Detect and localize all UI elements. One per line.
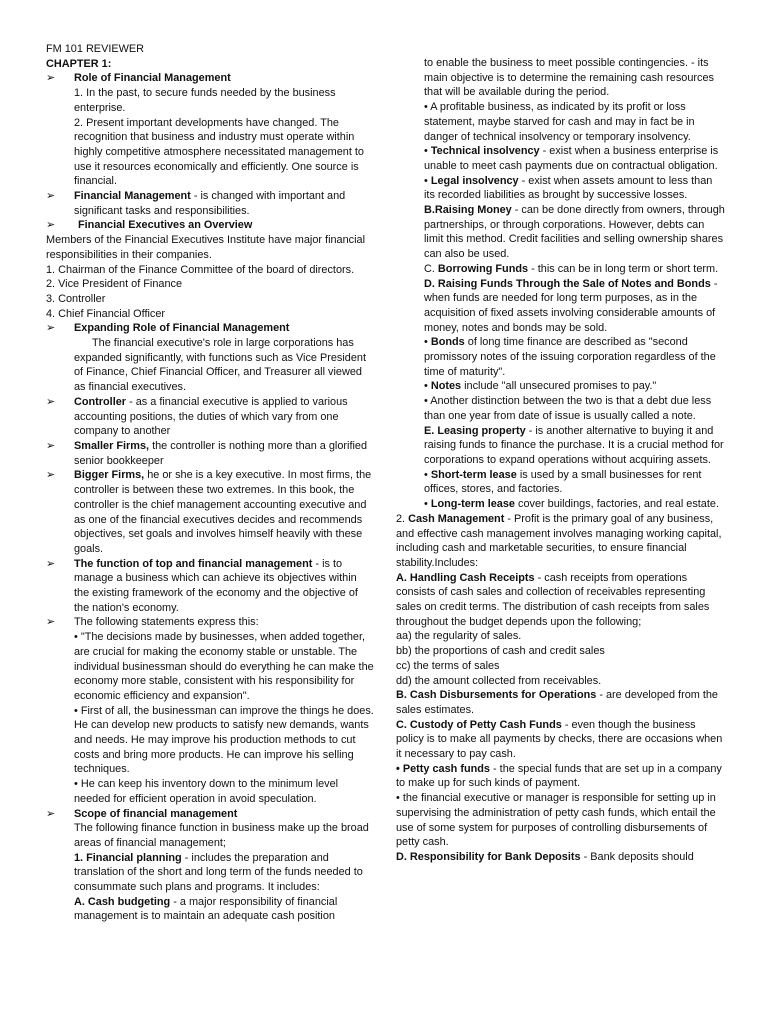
- definition: - exist when assets amount to less than its recorded liabilities as brought by successive losses.: [424, 174, 713, 202]
- bullet-controller: [46, 395, 374, 439]
- paragraph: 1. In the past, to secure funds needed by the business enterprise.: [74, 87, 336, 114]
- definition: - can be done directly from owners, through partnerships, or through corporations. However, debts can limit this method. Credit facilities and selling ownership shares can also be used.: [424, 204, 725, 261]
- paragraph: Members of the Financial Executives Institute have major financial responsibilities in their companies.: [46, 234, 366, 261]
- paragraph: [396, 497, 726, 512]
- bullet-mark: •: [424, 145, 431, 158]
- arrow-bullet-icon: ➢: [46, 439, 56, 452]
- term: B. Cash Disbursements for Operations: [396, 689, 597, 702]
- term: Short-term lease: [430, 468, 517, 481]
- bullet-financial-management: [46, 189, 374, 218]
- definition: - this can be in long term or short term.: [528, 262, 719, 275]
- paragraph: [396, 277, 726, 336]
- definition: cover buildings, factories, and real estate.: [514, 498, 719, 511]
- paragraph: to enable the business to meet possible contingencies. - its main objective is to determine the remaining cash resources that will be available during the period.: [424, 57, 714, 99]
- paragraph: • "The decisions made by businesses, when added together, are crucial for making the economy stable or unstable. The individual businessman should do everything he can make the economy more stable, consistent with his responsibility for economic efficiency and expansion".: [74, 631, 374, 702]
- paragraph: [396, 468, 726, 497]
- paragraph: [46, 851, 374, 895]
- arrow-bullet-icon: ➢: [46, 322, 56, 335]
- paragraph: The following finance function in business make up the broad areas of financial management;: [74, 822, 369, 849]
- term: 1. Financial planning: [74, 851, 182, 864]
- bullet-mark: •: [424, 498, 431, 511]
- list-item: cc) the terms of sales: [396, 659, 500, 672]
- arrow-bullet-icon: ➢: [46, 72, 56, 85]
- paragraph: [396, 379, 726, 394]
- definition: - is to manage a business which can achieve its objectives within the existing framework of the economy and the objective of the nation's economy.: [74, 557, 358, 614]
- paragraph: [396, 424, 726, 468]
- definition: - even though the business policy is to make all payments by checks, there are occasions when it necessary to pay cash.: [396, 718, 723, 761]
- label: C.: [424, 262, 438, 275]
- definition: - the special funds that are set up in a company to make up for such kinds of payment.: [396, 762, 722, 790]
- arrow-bullet-icon: ➢: [46, 469, 56, 482]
- bullet-mark: •: [424, 380, 431, 393]
- term: Bonds: [430, 336, 465, 349]
- bullet-bigger-firms: [46, 468, 374, 556]
- term: Notes: [430, 380, 462, 393]
- arrow-bullet-icon: ➢: [46, 557, 56, 570]
- bullet-expanding-role: [46, 321, 374, 336]
- left-column: [46, 42, 374, 924]
- bullet-smaller-firms: [46, 439, 374, 468]
- definition: - Profit is the primary goal of any business, and effective cash management involves managing working capital, including cash and marketable securities, to ensure financial stability.Includes:: [396, 512, 722, 569]
- paragraph: [396, 850, 726, 865]
- arrow-bullet-icon: ➢: [46, 219, 56, 232]
- bullet-scope: [46, 807, 374, 822]
- term: Borrowing Funds: [437, 262, 529, 275]
- list-item: bb) the proportions of cash and credit sales: [396, 645, 605, 658]
- paragraph: • A profitable business, as indicated by its profit or loss statement, maybe starved for cash and may in fact be in danger of technical insolvency or temporary insolvency.: [424, 101, 695, 143]
- definition: - Bank deposits should: [580, 850, 694, 863]
- term: D. Raising Funds Through the Sale of Notes and Bonds: [424, 277, 711, 290]
- term: Bigger Firms,: [74, 469, 145, 482]
- term: Financial Management: [74, 190, 191, 203]
- paragraph: [396, 718, 726, 762]
- label: 2.: [396, 512, 409, 525]
- definition: of long time finance are described as "second promissory notes of the issuing corporation regardless of the time of maturity".: [424, 336, 716, 378]
- arrow-bullet-icon: ➢: [46, 190, 56, 203]
- paragraph: [396, 512, 726, 571]
- right-column: [396, 56, 726, 865]
- definition: - includes the preparation and translation of the short and long term of the funds needed to consummate such plans and programs. It includes:: [74, 851, 363, 894]
- list-item: dd) the amount collected from receivables.: [396, 674, 602, 687]
- paragraph: [396, 335, 726, 379]
- term: B.Raising Money: [424, 204, 512, 217]
- definition: is used by a small businesses for rent offices, stores, and factories.: [424, 468, 702, 496]
- term: C. Custody of Petty Cash Funds: [396, 718, 562, 731]
- term: Legal insolvency: [430, 174, 519, 187]
- list-item: 2. Vice President of Finance: [46, 278, 183, 291]
- paragraph: 2. Present important developments have changed. The recognition that business and industry must operate within highly competitive atmosphere necessitated management to use it resources economically and efficiently. One source is financial.: [74, 116, 364, 188]
- paragraph: [396, 688, 726, 717]
- paragraph: [46, 895, 374, 924]
- definition: - is another alternative to buying it and raising funds to finance the purchase. It is a crucial method for corporations to expand operations without acquiring assets.: [424, 424, 724, 466]
- bullet-function-top-management: [46, 557, 374, 616]
- bullet-mark: •: [424, 174, 431, 187]
- definition: - when funds are needed for long term purposes, as in the acquisition of fixed assets involving considerable amounts of money, notes and bonds may be sold.: [424, 277, 718, 334]
- arrow-bullet-icon: ➢: [46, 807, 56, 820]
- definition: - a major responsibility of financial management is to maintain an adequate cash position: [74, 895, 338, 923]
- definition: he or she is a key executive. In most firms, the controller is between these two extremes. In this book, the controller is the chief management accounting executive and as one of the financial executives decides and recommends objectives, set goals and involves himself heavily with these goals.: [74, 469, 372, 555]
- heading: Expanding Role of Financial Management: [74, 322, 290, 335]
- term: D. Responsibility for Bank Deposits: [396, 850, 581, 863]
- term: Controller: [74, 395, 127, 408]
- bullet-statements: [46, 615, 374, 630]
- bullet-executives-overview: [46, 218, 374, 233]
- list-item: 1. Chairman of the Finance Committee of the board of directors.: [46, 263, 355, 276]
- heading: The following statements express this:: [74, 616, 259, 629]
- term: • Petty cash funds: [396, 762, 490, 775]
- bullet-mark: •: [424, 468, 431, 481]
- term: Cash Management: [408, 512, 505, 525]
- paragraph: [396, 762, 726, 791]
- bullet-mark: •: [424, 336, 431, 349]
- list-item: 3. Controller: [46, 292, 106, 305]
- heading-role: Role of Financial Management: [74, 72, 231, 85]
- paragraph: [396, 203, 726, 262]
- definition: - exist when a business enterprise is unable to meet cash payments due on contractual obligation.: [424, 145, 719, 172]
- paragraph: • He can keep his inventory down to the minimum level needed for efficient operation in avoid speculation.: [74, 778, 339, 805]
- paragraph: • Another distinction between the two is that a debt due less than one year from date of issue is usually called a note.: [424, 395, 712, 422]
- bullet-role: [46, 71, 374, 86]
- definition: - cash receipts from operations consists of cash sales and collection of receivables representing sales on credit terms. The distribution of cash receipts from sales throughout the budget depends upon the following;: [396, 571, 710, 628]
- term: A. Cash budgeting: [74, 895, 171, 908]
- term: The function of top and financial management: [74, 557, 313, 570]
- doc-title: FM 101 REVIEWER: [46, 43, 145, 55]
- paragraph: The financial executive's role in large corporations has expanded significantly, with functions such as Vice President of Finance, Chief Financial Officer, and Treasurer all viewed as financial executives.: [74, 337, 366, 394]
- paragraph: [396, 262, 726, 277]
- paragraph: [396, 144, 726, 173]
- paragraph: • First of all, the businessman can improve the things he does. He can develop new products to satisfy new demands, wants and needs. He may improve his production methods to cut costs and bring more products. He can improve his selling techniques.: [74, 704, 374, 776]
- term: Smaller Firms,: [74, 439, 150, 452]
- paragraph: [396, 174, 726, 203]
- definition: - as a financial executive is applied to various accounting positions, the duties of which vary from one company to another: [74, 395, 348, 438]
- paragraph: • the financial executive or manager is responsible for setting up in supervising the administration of petty cash funds, which entail the use of some system for purposes of controlling disbursements of petty cash.: [396, 792, 716, 849]
- chapter-heading: CHAPTER 1:: [46, 57, 112, 70]
- arrow-bullet-icon: ➢: [46, 616, 56, 629]
- list-item: aa) the regularity of sales.: [396, 630, 522, 643]
- definition: - is changed with important and significant tasks and responsibilities.: [74, 190, 346, 217]
- arrow-bullet-icon: ➢: [46, 395, 56, 408]
- paragraph: [396, 571, 726, 630]
- heading: Scope of financial management: [74, 807, 238, 820]
- list-item: 4. Chief Financial Officer: [46, 307, 166, 320]
- term: Technical insolvency: [430, 145, 540, 158]
- term: Long-term lease: [430, 498, 515, 511]
- definition: the controller is nothing more than a glorified senior bookkeeper: [74, 439, 367, 467]
- definition: - are developed from the sales estimates.: [396, 689, 718, 716]
- heading: Financial Executives an Overview: [78, 219, 253, 232]
- definition: include "all unsecured promises to pay.": [461, 380, 657, 393]
- term: E. Leasing property: [424, 424, 526, 437]
- term: A. Handling Cash Receipts: [396, 571, 535, 584]
